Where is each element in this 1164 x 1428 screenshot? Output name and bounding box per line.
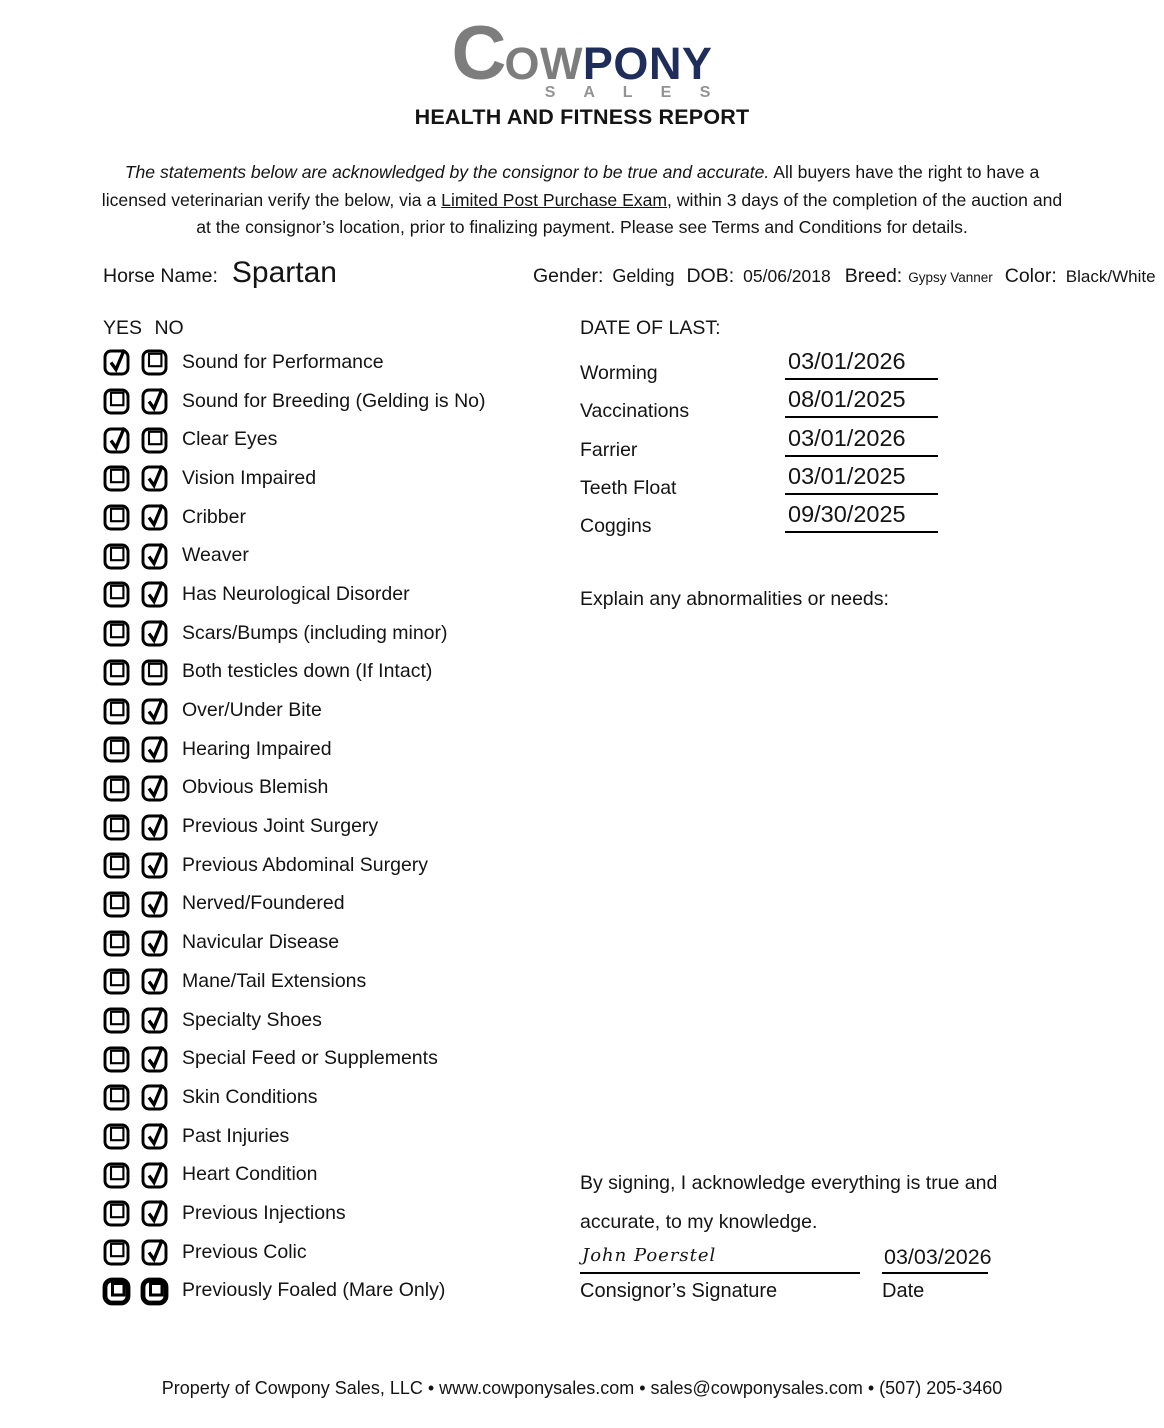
checklist-row (103, 730, 573, 769)
checklist-row (103, 1001, 573, 1040)
checklist-row (103, 420, 573, 459)
page-title: HEALTH AND FITNESS REPORT (414, 105, 750, 129)
intro-paragraph (97, 159, 1067, 242)
no-checkbox[interactable] (141, 386, 169, 416)
yes-checkbox[interactable] (103, 734, 131, 764)
checklist-item-label: Nerved/Foundered (182, 892, 345, 915)
yes-no-header (103, 317, 573, 342)
yes-checkbox[interactable] (103, 1044, 131, 1074)
date-row-value-field[interactable]: 08/01/2025 (785, 386, 938, 418)
date-of-last-header: DATE OF LAST: (580, 317, 721, 339)
checklist-item-label: Previous Abdominal Surgery (182, 853, 429, 876)
no-checkbox[interactable] (141, 657, 169, 687)
yes-checkbox[interactable] (103, 502, 131, 532)
yes-checkbox[interactable] (103, 773, 131, 803)
no-checkbox[interactable] (141, 1276, 169, 1306)
date-row-label: Teeth Float (580, 476, 677, 499)
no-column-header: NO (154, 317, 184, 339)
no-checkbox[interactable] (141, 347, 169, 377)
checklist-row (103, 691, 573, 730)
consignor-signature-label: Consignor’s Signature (580, 1279, 778, 1302)
checklist-item-label: Clear Eyes (182, 428, 278, 451)
signature-columns (580, 1245, 1020, 1303)
yes-checkbox[interactable] (103, 1160, 131, 1190)
yes-checkbox[interactable] (103, 657, 131, 687)
no-checkbox[interactable] (141, 1005, 169, 1035)
date-row (580, 386, 960, 424)
limited-post-purchase-exam-link: Limited Post Purchase Exam (441, 189, 668, 210)
no-checkbox[interactable] (141, 1121, 169, 1151)
checklist-item-label: Mane/Tail Extensions (182, 969, 367, 992)
acknowledgement-text: By signing, I acknowledge everything is true and accurate, to my knowledge. (580, 1172, 998, 1233)
checklist-item-label: Navicular Disease (182, 931, 340, 954)
checklist-item-label: Past Injuries (182, 1124, 290, 1147)
no-checkbox[interactable] (141, 541, 169, 571)
dob-label: DOB: (686, 265, 735, 287)
date-row-value-field[interactable]: 03/01/2025 (785, 463, 938, 495)
gender-value[interactable]: Gelding (612, 266, 675, 286)
logo-letter-c: C (451, 11, 505, 96)
logo-inner (451, 11, 723, 102)
checklist-row (103, 536, 573, 575)
breed-label: Breed: (844, 265, 903, 287)
date-row-label: Coggins (580, 515, 652, 538)
yes-checkbox[interactable] (103, 1276, 131, 1306)
horse-name-label: Horse Name: (103, 265, 218, 287)
no-checkbox[interactable] (141, 889, 169, 919)
logo-pony: PONY (582, 38, 713, 89)
signature-section (580, 1164, 1020, 1303)
no-checkbox[interactable] (141, 773, 169, 803)
no-checkbox[interactable] (141, 812, 169, 842)
checklist-row (103, 1078, 573, 1117)
yes-checkbox[interactable] (103, 463, 131, 493)
date-row-label: Vaccinations (580, 400, 690, 423)
no-checkbox[interactable] (141, 502, 169, 532)
checklist-row (103, 498, 573, 537)
date-rows (580, 348, 960, 539)
checklist-row (103, 653, 573, 692)
yes-checkbox[interactable] (103, 347, 131, 377)
checklist-item-label: Both testicles down (If Intact) (182, 660, 433, 683)
checklist-row (103, 923, 573, 962)
checklist-item-label: Sound for Performance (182, 350, 384, 373)
no-checkbox[interactable] (141, 618, 169, 648)
gender-label: Gender: (532, 265, 604, 287)
cowpony-sales-logo (0, 11, 1164, 102)
color-label: Color: (1004, 265, 1057, 287)
checklist-row (103, 769, 573, 808)
yes-column-header: YES (103, 317, 143, 339)
checklist-item-label: Sound for Breeding (Gelding is No) (182, 389, 486, 412)
footer-contact-line: Property of Cowpony Sales, LLC • www.cowponysales.com • sales@cowponysales.com • (507) 205-3460 (161, 1378, 1003, 1398)
yes-checkbox[interactable] (103, 618, 131, 648)
yes-checkbox[interactable] (103, 850, 131, 880)
checklist-row (103, 885, 573, 924)
checklist-row (103, 459, 573, 498)
no-checkbox[interactable] (141, 696, 169, 726)
checklist-item-label: Has Neurological Disorder (182, 582, 410, 605)
checklist-item-label: Previously Foaled (Mare Only) (182, 1279, 446, 1302)
checklist-row (103, 962, 573, 1001)
no-checkbox[interactable] (141, 1044, 169, 1074)
checklist-row (103, 1155, 573, 1194)
checklist-item-label: Heart Condition (182, 1163, 318, 1186)
checklist-row (103, 575, 573, 614)
yes-checkbox[interactable] (103, 889, 131, 919)
checklist-item-label: Cribber (182, 505, 246, 528)
checklist-item-label: Obvious Blemish (182, 776, 329, 799)
yes-checkbox[interactable] (103, 1198, 131, 1228)
no-checkbox[interactable] (141, 463, 169, 493)
yes-checkbox[interactable] (103, 1237, 131, 1267)
no-checkbox[interactable] (141, 579, 169, 609)
checklist-row (103, 1194, 573, 1233)
abnormalities-prompt: Explain any abnormalities or needs: (580, 588, 889, 610)
date-row-value-field[interactable]: 09/30/2025 (785, 501, 938, 533)
logo-sales-text: S A L E S (544, 84, 723, 101)
checklist-row (103, 1039, 573, 1078)
checklist-row (103, 382, 573, 421)
yes-checkbox[interactable] (103, 696, 131, 726)
checklist-item-label: Special Feed or Supplements (182, 1047, 438, 1070)
checklist-row (103, 846, 573, 885)
date-column (882, 1244, 992, 1303)
no-checkbox[interactable] (141, 850, 169, 880)
checklist-item-label: Vision Impaired (182, 466, 317, 489)
yes-checkbox[interactable] (103, 425, 131, 455)
no-checkbox[interactable] (141, 928, 169, 958)
checklist-item-label: Specialty Shoes (182, 1008, 322, 1031)
yes-checkbox[interactable] (103, 928, 131, 958)
checklist-row (103, 1272, 573, 1311)
no-checkbox[interactable] (141, 1198, 169, 1228)
logo-ow: OW (504, 38, 583, 89)
checklist-item-label: Weaver (182, 544, 249, 567)
checklist-item-label: Previous Injections (182, 1201, 346, 1224)
checklist-item-label: Skin Conditions (182, 1085, 318, 1108)
signature-date-label: Date (882, 1279, 925, 1302)
signature-column (580, 1245, 860, 1303)
checklist-item-label: Previous Colic (182, 1240, 307, 1263)
checklist-item-label: Scars/Bumps (including minor) (182, 621, 448, 644)
no-checkbox[interactable] (141, 1082, 169, 1112)
intro-text-2: , within 3 days of the completion of the auction and at the consignor’s location, prior to finalizing payment. Please see Terms and Conditions for details. (196, 189, 1063, 238)
date-row (580, 501, 960, 539)
yes-checkbox[interactable] (103, 541, 131, 571)
intro-italic-statement: The statements below are acknowledged by the consignor to be true and accurate. (124, 162, 770, 182)
consignor-signature-field[interactable]: John Poerstel (580, 1245, 860, 1274)
date-row (580, 348, 960, 386)
checklist-item-label: Previous Joint Surgery (182, 815, 379, 838)
yes-checkbox[interactable] (103, 1005, 131, 1035)
checklist-rows (103, 343, 573, 1310)
yes-checkbox[interactable] (103, 1082, 131, 1112)
date-of-last-section (580, 316, 960, 539)
no-checkbox[interactable] (141, 425, 169, 455)
checklist-row (103, 343, 573, 382)
date-row-value-field[interactable]: 03/01/2026 (785, 348, 938, 380)
date-row-label: Farrier (580, 438, 638, 461)
horse-identity-row (103, 256, 1156, 290)
no-checkbox[interactable] (141, 1237, 169, 1267)
checklist-item-label: Over/Under Bite (182, 699, 322, 722)
dob-value[interactable]: 05/06/2018 (743, 266, 831, 286)
checklist-row (103, 807, 573, 846)
intro-text-1: All buyers have the right to have a licensed veterinarian verify the below, via a (101, 162, 1040, 210)
breed-value[interactable]: Gypsy Vanner (908, 270, 993, 285)
health-checklist (103, 317, 573, 1310)
no-checkbox[interactable] (141, 966, 169, 996)
checklist-row (103, 614, 573, 653)
yes-checkbox[interactable] (103, 579, 131, 609)
checklist-item-label: Hearing Impaired (182, 737, 332, 760)
checklist-row (103, 1233, 573, 1272)
date-row (580, 463, 960, 501)
horse-name-value[interactable]: Spartan (231, 256, 337, 289)
date-row-value-field[interactable]: 03/01/2026 (785, 425, 938, 457)
yes-checkbox[interactable] (103, 386, 131, 416)
signature-date-field[interactable]: 03/03/2026 (882, 1245, 988, 1274)
yes-checkbox[interactable] (103, 966, 131, 996)
no-checkbox[interactable] (141, 1160, 169, 1190)
yes-checkbox[interactable] (103, 1121, 131, 1151)
no-checkbox[interactable] (141, 734, 169, 764)
checklist-row (103, 1117, 573, 1156)
yes-checkbox[interactable] (103, 812, 131, 842)
date-row (580, 425, 960, 463)
color-value[interactable]: Black/White (1065, 267, 1156, 286)
date-row-label: Worming (580, 362, 658, 384)
